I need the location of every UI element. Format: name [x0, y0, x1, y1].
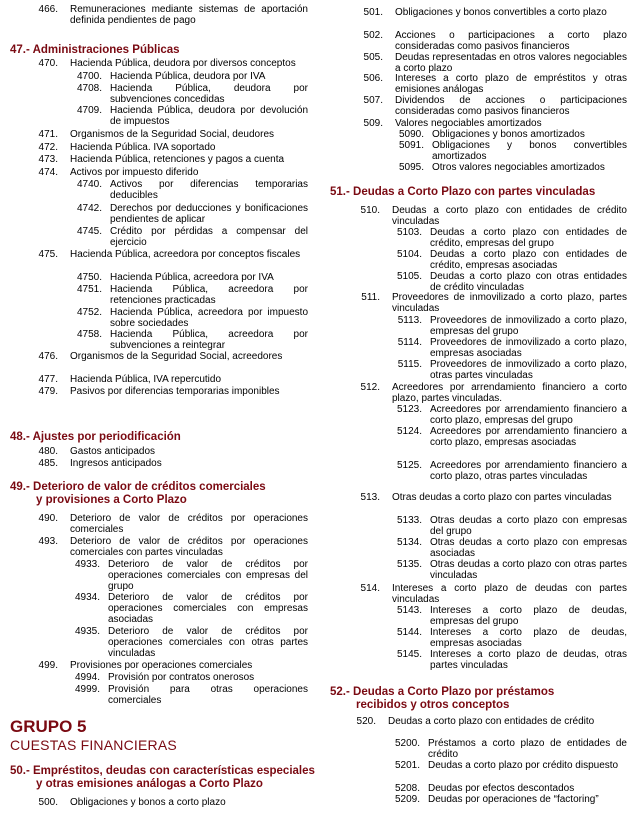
section-heading-51: 51.- Deudas a Corto Plazo con partes vinculadas — [330, 186, 596, 198]
account-code: 472. — [38, 142, 58, 153]
account-description: Otras deudas a corto plazo con empresas asociadas — [430, 537, 627, 559]
account-code: 474. — [38, 167, 58, 178]
account-code: 5124. — [396, 426, 422, 437]
account-description: Deudas a corto plazo con entidades de crédito, empresas del grupo — [430, 227, 627, 249]
account-code: 5104. — [396, 249, 422, 260]
group-subtitle: CUESTAS FINANCIERAS — [10, 737, 177, 753]
account-description: Deudas por operaciones de “factoring” — [428, 794, 599, 805]
account-code: 490. — [38, 513, 58, 524]
account-description: Hacienda Pública, acreedora por subvenciones a reintegrar — [110, 329, 308, 351]
account-code: 513. — [360, 492, 380, 503]
account-code: 5143. — [396, 605, 422, 616]
account-code: 4935. — [74, 626, 100, 637]
account-description: Activos por impuesto diferido — [70, 167, 199, 178]
account-description: Deudas por efectos descontados — [428, 783, 575, 794]
account-code: 5144. — [396, 627, 422, 638]
account-code: 466. — [38, 4, 58, 15]
section-heading-49: 49.- Deterioro de valor de créditos comerciales y provisiones a Corto Plazo — [10, 481, 266, 506]
account-code: 509. — [363, 118, 383, 129]
account-code: 4740. — [76, 179, 102, 190]
account-code: 4999. — [74, 684, 100, 695]
account-description: Hacienda Pública, acreedora por retenciones practicadas — [110, 284, 308, 306]
account-description: Deterioro de valor de créditos por operaciones comerciales con otras partes vinculadas — [108, 626, 308, 659]
account-description: Deterioro de valor de créditos por operaciones comerciales — [70, 513, 308, 535]
account-code: 4934. — [74, 592, 100, 603]
account-code: 476. — [38, 351, 58, 362]
account-code: 4994. — [74, 672, 100, 683]
account-code: 4700. — [76, 71, 102, 82]
account-description: Ingresos anticipados — [70, 458, 162, 469]
account-description: Hacienda Pública, deudora por IVA — [110, 71, 266, 82]
account-code: 499. — [38, 660, 58, 671]
account-code: 5090. — [398, 129, 424, 140]
account-code: 470. — [38, 58, 58, 69]
account-code: 5091. — [398, 140, 424, 151]
account-description: Hacienda Pública, acreedora por IVA — [110, 272, 274, 283]
account-code: 511. — [361, 292, 380, 303]
account-code: 506. — [363, 73, 383, 84]
account-code: 5095. — [398, 162, 424, 173]
account-code: 514. — [360, 583, 380, 594]
account-code: 502. — [363, 30, 383, 41]
account-description: Hacienda Pública, deudora por subvenciones concedidas — [110, 83, 308, 105]
account-code: 5114. — [397, 337, 422, 348]
account-code: 477. — [38, 374, 58, 385]
account-description: Préstamos a corto plazo de entidades de crédito — [428, 738, 627, 760]
account-description: Organismos de la Seguridad Social, deudores — [70, 129, 275, 140]
account-code: 501. — [363, 7, 383, 18]
account-code: 5208. — [394, 783, 420, 794]
account-description: Obligaciones y bonos amortizados — [432, 129, 585, 140]
account-description: Provisión para otras operaciones comerciales — [108, 684, 308, 706]
account-description: Otros valores negociables amortizados — [432, 162, 605, 173]
account-description: Hacienda Pública, acreedora por conceptos fiscales — [70, 249, 301, 260]
account-code: 5123. — [396, 404, 422, 415]
account-description: Pasivos por diferencias temporarias imponibles — [70, 386, 280, 397]
account-description: Proveedores de inmovilizado a corto plazo, otras partes vinculadas — [430, 359, 627, 381]
account-description: Gastos anticipados — [70, 446, 156, 457]
account-description: Deudas representadas en otros valores negociables a corto plazo — [395, 52, 627, 74]
account-code: 4751. — [76, 284, 102, 295]
account-code: 500. — [38, 797, 58, 808]
account-code: 5201. — [394, 760, 420, 771]
account-code: 473. — [38, 154, 58, 165]
account-code: 510. — [360, 205, 380, 216]
section-heading-48: 48.- Ajustes por periodificación — [10, 431, 181, 443]
account-description: Deudas a corto plazo con otras entidades de crédito vinculadas — [430, 271, 627, 293]
account-description: Otras deudas a corto plazo con otras partes vinculadas — [430, 559, 627, 581]
account-code: 505. — [363, 52, 383, 63]
account-code: 5125. — [396, 460, 422, 471]
account-code: 485. — [38, 458, 58, 469]
account-description: Obligaciones y bonos convertibles amortizados — [432, 140, 627, 162]
account-description: Crédito por pérdidas a compensar del ejercicio — [110, 226, 308, 248]
account-description: Proveedores de inmovilizado a corto plazo, empresas del grupo — [430, 315, 627, 337]
account-description: Acreedores por arrendamiento financiero a corto plazo, otras partes vinculadas — [430, 460, 627, 482]
account-description: Deudas a corto plazo con entidades de crédito — [388, 716, 595, 727]
account-description: Valores negociables amortizados — [395, 118, 542, 129]
account-code: 5209. — [394, 794, 420, 805]
account-code: 479. — [38, 386, 58, 397]
account-description: Remuneraciones mediante sistemas de aportación definida pendientes de pago — [70, 4, 308, 26]
account-description: Proveedores de inmovilizado a corto plazo, empresas asociadas — [430, 337, 627, 359]
account-description: Deudas a corto plazo con entidades de crédito vinculadas — [392, 205, 627, 227]
account-description: Organismos de la Seguridad Social, acreedores — [70, 351, 283, 362]
account-description: Hacienda Pública, IVA repercutido — [70, 374, 222, 385]
account-code: 493. — [38, 536, 58, 547]
account-description: Deudas a corto plazo por crédito dispuesto — [428, 760, 619, 771]
account-code: 4708. — [76, 83, 102, 94]
account-description: Acreedores por arrendamiento financiero a corto plazo, empresas del grupo — [430, 404, 627, 426]
section-heading-52: 52.- Deudas a Corto Plazo por préstamos recibidos y otros conceptos — [330, 686, 555, 711]
account-description: Deterioro de valor de créditos por operaciones comerciales con empresas del grupo — [108, 559, 308, 592]
account-description: Intereses a corto plazo de empréstitos y otras emisiones análogas — [395, 73, 627, 95]
account-code: 520. — [356, 716, 376, 727]
account-code: 4742. — [76, 203, 102, 214]
account-code: 5134. — [396, 537, 422, 548]
account-description: Proveedores de inmovilizado a corto plazo, partes vinculadas — [392, 292, 627, 314]
account-code: 4745. — [76, 226, 102, 237]
account-description: Acciones o participaciones a corto plazo consideradas como pasivos financieros — [395, 30, 627, 52]
account-description: Dividendos de acciones o participaciones consideradas como pasivos financieros — [395, 95, 627, 117]
account-code: 5133. — [396, 515, 422, 526]
account-code: 507. — [363, 95, 383, 106]
account-description: Intereses a corto plazo de deudas con partes vinculadas — [392, 583, 627, 605]
account-code: 4750. — [76, 272, 102, 283]
account-code: 4933. — [74, 559, 100, 570]
account-code: 5105. — [396, 271, 422, 282]
section-heading-47: 47.- Administraciones Públicas — [10, 44, 180, 56]
account-code: 512. — [360, 382, 380, 393]
account-code: 480. — [38, 446, 58, 457]
group-title: GRUPO 5 — [10, 717, 87, 736]
account-description: Obligaciones y bonos a corto plazo — [70, 797, 226, 808]
account-description: Intereses a corto plazo de deudas, otras partes vinculadas — [430, 649, 627, 671]
account-description: Provisión por contratos onerosos — [108, 672, 255, 683]
account-code: 471. — [38, 129, 58, 140]
account-description: Otras deudas a corto plazo con empresas del grupo — [430, 515, 627, 537]
account-code: 5115. — [397, 359, 422, 370]
account-description: Derechos por deducciones y bonificaciones pendientes de aplicar — [110, 203, 308, 225]
account-code: 5200. — [394, 738, 420, 749]
account-code: 475. — [38, 249, 58, 260]
account-description: Hacienda Pública, acreedora por impuesto sobre sociedades — [110, 307, 308, 329]
account-description: Deterioro de valor de créditos por operaciones comerciales con partes vinculadas — [70, 536, 308, 558]
account-description: Hacienda Pública, deudora por diversos conceptos — [70, 58, 296, 69]
account-description: Hacienda Pública, deudora por devolución de impuestos — [110, 105, 308, 127]
account-code: 5135. — [396, 559, 422, 570]
account-description: Deterioro de valor de créditos por operaciones comerciales con empresas asociadas — [108, 592, 308, 625]
account-description: Deudas a corto plazo con entidades de crédito, empresas asociadas — [430, 249, 627, 271]
section-heading-50: 50.- Empréstitos, deudas con características especiales y otras emisiones análogas a Corto Plazo — [10, 765, 315, 790]
account-description: Hacienda Pública. IVA soportado — [70, 142, 216, 153]
account-code: 5113. — [397, 315, 422, 326]
account-code: 4752. — [76, 307, 102, 318]
account-code: 4758. — [76, 329, 102, 340]
account-description: Otras deudas a corto plazo con partes vinculadas — [392, 492, 612, 503]
account-description: Activos por diferencias temporarias deducibles — [110, 179, 308, 201]
account-description: Obligaciones y bonos convertibles a corto plazo — [395, 7, 607, 18]
account-code: 5145. — [396, 649, 422, 660]
account-code: 5103. — [396, 227, 422, 238]
account-description: Acreedores por arrendamiento financiero a corto plazo, empresas asociadas — [430, 426, 627, 448]
account-description: Intereses a corto plazo de deudas, empresas asociadas — [430, 627, 627, 649]
account-description: Provisiones por operaciones comerciales — [70, 660, 253, 671]
account-code: 4709. — [76, 105, 102, 116]
account-description: Acreedores por arrendamiento financiero a corto plazo, partes vinculadas. — [392, 382, 627, 404]
account-description: Intereses a corto plazo de deudas, empresas del grupo — [430, 605, 627, 627]
account-description: Hacienda Pública, retenciones y pagos a cuenta — [70, 154, 285, 165]
